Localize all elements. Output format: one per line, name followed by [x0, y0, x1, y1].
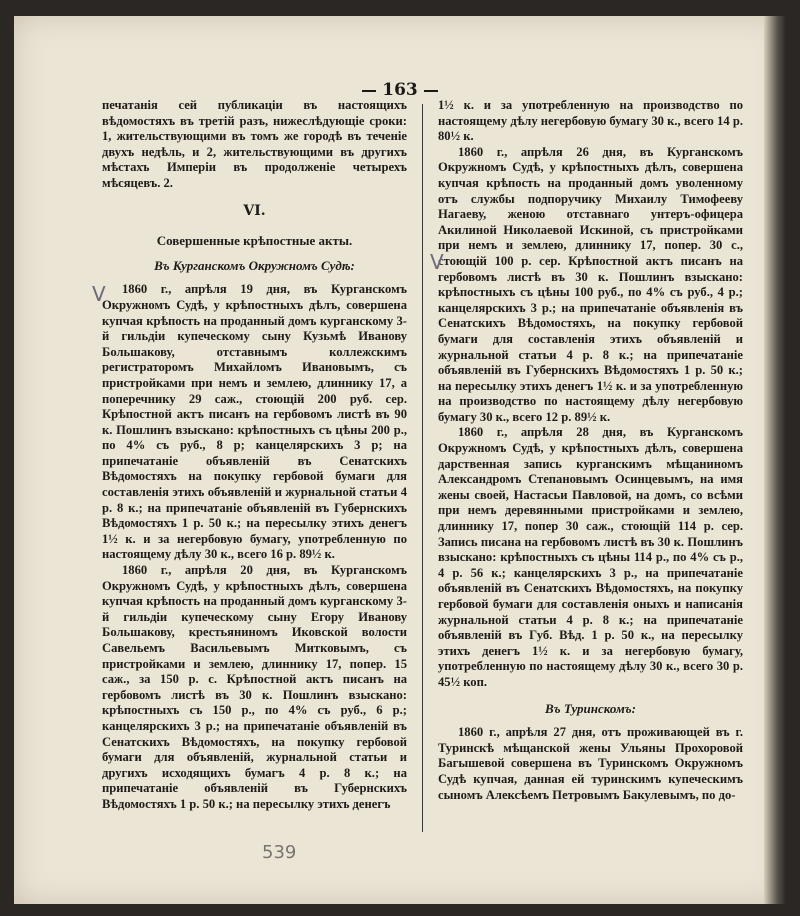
margin-checkmark-right: V: [430, 250, 444, 274]
right-entry-2: 1860 г., апрѣля 28 дня, въ Курганскомъ Окружномъ Судѣ, у крѣпостныхъ дѣлъ, совершена дарственная запись курганскимъ мѣщаниномъ Александромъ Степановымъ Осинцевымъ, на имя жены своей, Настасьи Павловой, на домъ, со всѣми при немъ деревянными пристройками и землею, длиннику 17, попер 30 саж., стоющій 114 р. сер. Запись писана на гербовомъ листѣ въ 30 к. Пошлинъ взыскано: крѣпостныхъ съ цѣны 114 р., по 4% съ р., 4 р. 56 к.; канцелярскихъ 3 р., на припечатаніе объявленій въ Сенатскихъ Вѣдомостяхъ, на покупку гербовой бумаги для составленія оныхъ и написанія журнальной статьи 4 р. 8 к.; на припечатаніе объявленій въ Губ. Вѣд. 1 р. 50 к., на пересылку этихъ денегъ 1½ к. и за негербовую бумагу, употребленную по настоящему дѣлу 30 к., всего 30 р. 45½ коп.: [438, 425, 743, 689]
dash-right: [424, 90, 438, 92]
right-entry-1: 1860 г., апрѣля 26 дня, въ Курганскомъ Окружномъ Судѣ, у крѣпостныхъ дѣлъ, совершена купчая крѣпость на проданный домъ уволенному отъ службы подпоручику Михаилу Тимофееву Нагаеву, женою отставнаго унтеръ-офицера Акилиной Николаевой Искиной, съ пристройками при немъ и землею, длиннику 17, попер. 30 с., стоющій 100 р. сер. Крѣпостной актъ писанъ на гербовомъ листѣ въ 30 к. Пошлинъ взыскано: крѣпостныхъ съ цѣны 100 руб., по 4% съ руб., 4 р.; канцелярскихъ 3 р.; на припечатаніе объявленія въ Сенатскихъ Вѣдомостяхъ, на покупку гербовой бумаги для составленія этихъ объявленій и журнальной статьи 4 р. 8 к.; на припечатаніе объявленій въ Губернскихъ Вѣдомостяхъ 1 р. 50 к.; на пересылку этихъ денегъ 1½ к. и за употребленную на производство по настоящему дѣлу негербовую бумагу 30 к., всего 12 р. 89½ к.: [438, 144, 743, 424]
court-heading-kurgan: Въ Курганскомъ Окружномъ Судѣ:: [154, 257, 355, 273]
right-paragraph-continued: 1½ к. и за употребленную на производство по настоящему дѣлу негербовую бумагу 30 к., всего 14 р. 80½ к.: [438, 98, 743, 144]
right-entry-3: 1860 г., апрѣля 27 дня, отъ проживающей въ г. Туринскѣ мѣщанской жены Ульяны Прохоровой Багышевой совершена въ Туринскомъ Окружномъ Судѣ купчая, данная ей туринскимъ купеческимъ сыномъ Алексѣемъ Петровымъ Бакулевымъ, по до-: [438, 725, 743, 802]
left-paragraph-continued: печатанія сей публикаціи въ настоящихъ вѣдомостяхъ въ третій разъ, нижеслѣдующіе сроки: 1, жительствующими въ томъ же городѣ въ теченіе двухъ недѣль, и 2, жительствующими въ другихъ мѣстахъ Имперіи въ продолженіе четырехъ мѣсяцевъ. 2.: [102, 98, 407, 190]
court-heading-turinsk: Въ Туринскомъ:: [545, 700, 636, 716]
dash-left: [362, 90, 376, 92]
page-number-value: 163: [382, 80, 418, 100]
margin-checkmark-left: V: [92, 282, 106, 306]
book-spine: [764, 16, 786, 904]
page-number: [14, 80, 786, 100]
left-entry-2: 1860 г., апрѣля 20 дня, въ Курганскомъ Окружномъ Судѣ, у крѣпостныхъ дѣлъ, совершена купчая крѣпость на проданный домъ курганскому 3-й гильдіи купеческому сыну Егору Иванову Большакову, крестьяниномъ Иковской волости Савельемъ Васильевымъ Митковымъ, съ пристройками и землею, длиннику 17, попер. 15 саж., за 150 р. с. Крѣпостной актъ писанъ на гербовомъ листѣ въ 30 к. Пошлинъ взыскано: крѣпостныхъ съ 150 р., по 4% съ руб., 6 р.; канцелярскихъ 3 р.; на припечатаніе объявленій въ Сенатскихъ Вѣдомостяхъ, на покупку гербовой бумаги для объявленій, журнальной статьи и другихъ исходящихъ бумагъ 4 р. 8 к.; на припечатаніе объявленій въ Губернскихъ Вѣдомостяхъ 1 р. 50 к.; на пересылку этихъ денегъ: [102, 563, 407, 811]
section-number: VI.: [243, 202, 266, 219]
left-entry-1: 1860 г., апрѣля 19 дня, въ Курганскомъ Окружномъ Судѣ, у крѣпостныхъ дѣлъ, совершена купчая крѣпость на проданный домъ курганскому 3-й гильдіи купеческому сыну Кузьмѣ Иванову Большакову, отставнымъ коллежскимъ регистраторомъ Михайломъ Ивановымъ, съ пристройками при немъ и землею, длиннику 17, а поперечнику 29 саж., стоющій 200 руб. сер. Крѣпостной актъ писанъ на гербовомъ листѣ въ 90 к. Пошлинъ взыскано: крѣпостныхъ съ цѣны 200 р., по 4% съ руб., 8 р; канцелярскихъ 3 р; на припечатаніе объявленій въ Сенатскихъ Вѣдомостяхъ на покупку гербовой бумаги для составленія этихъ объявленій и журнальной статьи 4 р. 8 к.; на припечатаніе объявленій въ Губернскихъ Вѣдомостяхъ 1 р. 50 к.; на пересылку этихъ денегъ 1½ к. и за негербовую бумагу, употребленную по настоящему дѣлу 30 к., всего 16 р. 89½ к.: [102, 282, 407, 562]
handwritten-folio-number: 539: [262, 842, 297, 863]
right-column: [438, 98, 743, 803]
column-divider: [422, 104, 423, 832]
section-title: Совершенные крѣпостные акты.: [156, 233, 353, 249]
left-column: [102, 98, 407, 813]
